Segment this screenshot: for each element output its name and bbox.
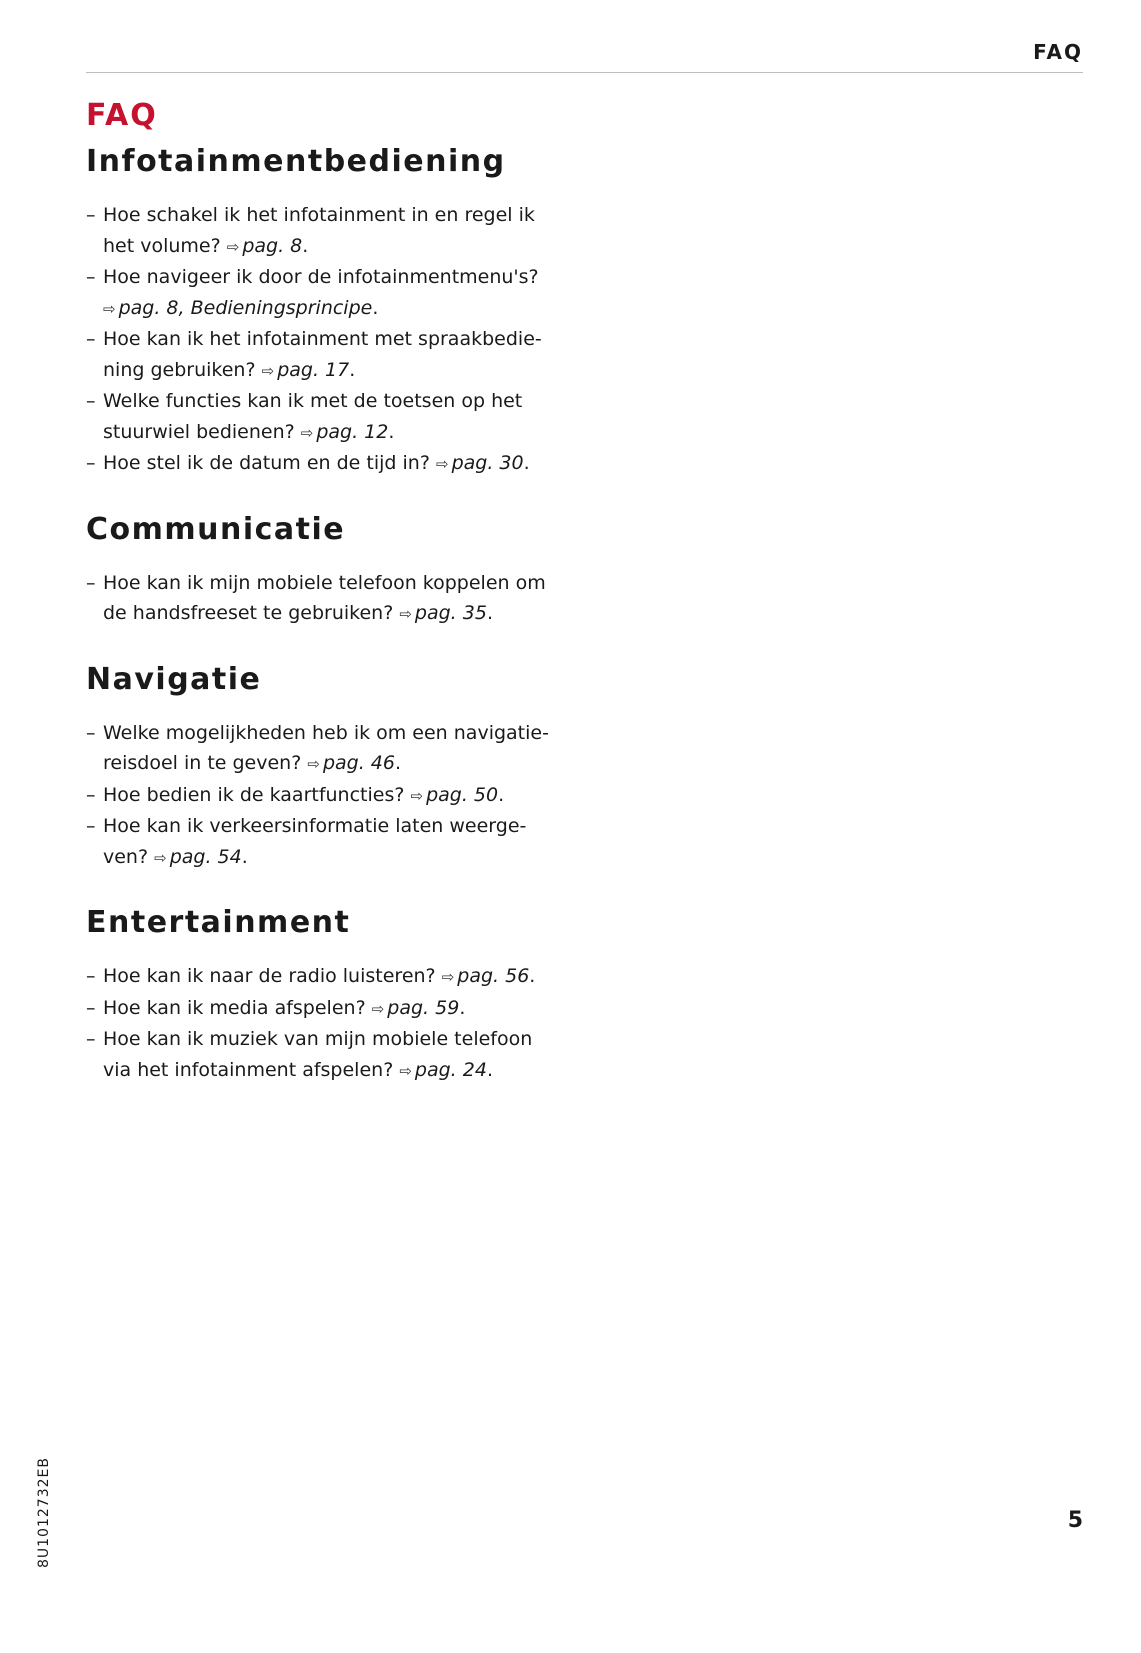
question-text: Hoe kan ik naar de radio luisteren? [103, 965, 436, 987]
page-reference-link[interactable] [399, 602, 493, 624]
arrow-right-icon: ⇨ [410, 786, 424, 805]
trailing-punctuation: . [349, 358, 356, 381]
question-text: Hoe kan ik media afspelen? [103, 996, 366, 1019]
page-reference: pag. 30 [451, 452, 524, 474]
dash-bullet: – [86, 328, 96, 350]
page-reference-link[interactable] [262, 359, 356, 381]
question-item [86, 448, 566, 480]
page-reference: pag. 59 [387, 996, 460, 1019]
arrow-right-icon: ⇨ [435, 455, 449, 473]
page-reference: pag. 54 [169, 845, 242, 868]
arrow-right-icon: ⇨ [371, 999, 385, 1018]
trailing-punctuation: . [459, 996, 466, 1019]
dash-bullet: – [86, 204, 96, 226]
dash-bullet: – [86, 815, 96, 837]
trailing-punctuation: . [241, 845, 248, 868]
trailing-punctuation: . [394, 752, 402, 774]
question-text: Hoe schakel ik het infotainment in en regel ik het volume? [103, 204, 535, 257]
section-heading: Infotainmentbediening [86, 144, 506, 179]
page-reference-link[interactable] [442, 965, 536, 987]
question-item [86, 993, 566, 1025]
faq-section [86, 903, 566, 1086]
faq-section [86, 660, 566, 874]
arrow-right-icon: ⇨ [103, 299, 116, 318]
page-reference-link[interactable] [411, 784, 505, 806]
page-reference: pag. 50 [426, 783, 499, 806]
question-item [86, 811, 566, 873]
dash-bullet: – [86, 783, 96, 806]
section-heading: Entertainment [86, 905, 351, 940]
question-item [86, 324, 566, 386]
question-text: Hoe navigeer ik door de infotainmentmenu's? [103, 266, 539, 288]
trailing-punctuation: . [372, 296, 379, 319]
arrow-right-icon: ⇨ [226, 237, 240, 256]
question-text: Hoe kan ik het infotainment met spraakbedie-ning gebruiken? [103, 328, 542, 381]
dash-bullet: – [86, 1028, 96, 1050]
question-item [86, 780, 566, 812]
arrow-right-icon: ⇨ [307, 755, 320, 773]
question-list [86, 961, 566, 1086]
question-item [86, 262, 566, 324]
question-item [86, 568, 566, 630]
arrow-right-icon: ⇨ [441, 968, 455, 986]
question-list [86, 718, 566, 874]
question-text: Welke functies kan ik met de toetsen op het stuurwiel bedienen? [103, 390, 523, 443]
arrow-right-icon: ⇨ [261, 361, 275, 380]
question-list [86, 200, 566, 480]
page-number: 5 [1067, 1508, 1083, 1533]
page-reference: pag. 35 [414, 602, 487, 624]
trailing-punctuation: . [486, 1058, 493, 1081]
page-reference-link[interactable] [436, 452, 530, 474]
dash-bullet: – [86, 266, 96, 288]
page-reference-link[interactable] [399, 1059, 493, 1081]
question-text: Hoe kan ik verkeersinformatie laten weerge-ven? [103, 815, 527, 868]
page-reference: pag. 12 [316, 420, 389, 443]
page-reference-link[interactable] [372, 997, 466, 1019]
section-heading: Communicatie [86, 511, 346, 547]
header-divider [86, 72, 1083, 73]
running-header: FAQ [1033, 40, 1083, 64]
trailing-punctuation: . [486, 602, 493, 624]
page-reference: pag. 56 [457, 965, 530, 987]
trailing-punctuation: . [302, 234, 309, 257]
question-text: Welke mogelijkheden heb ik om een navigatie-reisdoel in te geven? [103, 721, 549, 774]
page-reference: pag. 8 [242, 234, 303, 257]
arrow-right-icon: ⇨ [399, 605, 412, 623]
question-text: Hoe stel ik de datum en de tijd in? [103, 452, 430, 474]
page-title: FAQ [86, 98, 158, 133]
faq-section [86, 510, 566, 630]
question-item [86, 200, 566, 262]
question-item [86, 961, 566, 993]
page-reference-link[interactable] [301, 421, 395, 443]
question-item [86, 386, 566, 448]
dash-bullet: – [86, 452, 96, 474]
dash-bullet: – [86, 721, 96, 744]
faq-sections [86, 142, 566, 1086]
faq-section [86, 142, 566, 480]
section-heading: Navigatie [86, 661, 262, 697]
question-text: Hoe kan ik mijn mobiele telefoon koppelen om de handsfreeset te gebruiken? [103, 571, 546, 624]
question-item [86, 1024, 566, 1086]
question-text: Hoe bedien ik de kaartfuncties? [103, 783, 405, 806]
dash-bullet: – [86, 390, 96, 412]
dash-bullet: – [86, 965, 96, 987]
question-item [86, 718, 566, 780]
trailing-punctuation: . [498, 783, 505, 806]
page-reference: pag. 24 [414, 1058, 487, 1081]
page-reference: pag. 46 [322, 752, 395, 774]
page-reference: pag. 8, Bedieningsprincipe [118, 296, 373, 319]
page-reference-link[interactable] [227, 235, 309, 257]
question-text: Hoe kan ik muziek van mijn mobiele telefoon via het infotainment afspelen? [103, 1028, 533, 1081]
page-reference-link[interactable] [103, 297, 378, 319]
dash-bullet: – [86, 571, 96, 594]
page-reference-link[interactable] [307, 752, 401, 774]
arrow-right-icon: ⇨ [300, 423, 314, 442]
dash-bullet: – [86, 996, 96, 1019]
faq-content [86, 96, 566, 1116]
trailing-punctuation: . [523, 452, 530, 474]
arrow-right-icon: ⇨ [399, 1061, 412, 1080]
trailing-punctuation: . [388, 420, 395, 443]
page-reference-link[interactable] [154, 846, 248, 868]
trailing-punctuation: . [529, 965, 536, 987]
page-reference: pag. 17 [277, 358, 350, 381]
document-code: 8U1012732EB [36, 1457, 52, 1568]
arrow-right-icon: ⇨ [154, 848, 167, 867]
question-list [86, 568, 566, 630]
